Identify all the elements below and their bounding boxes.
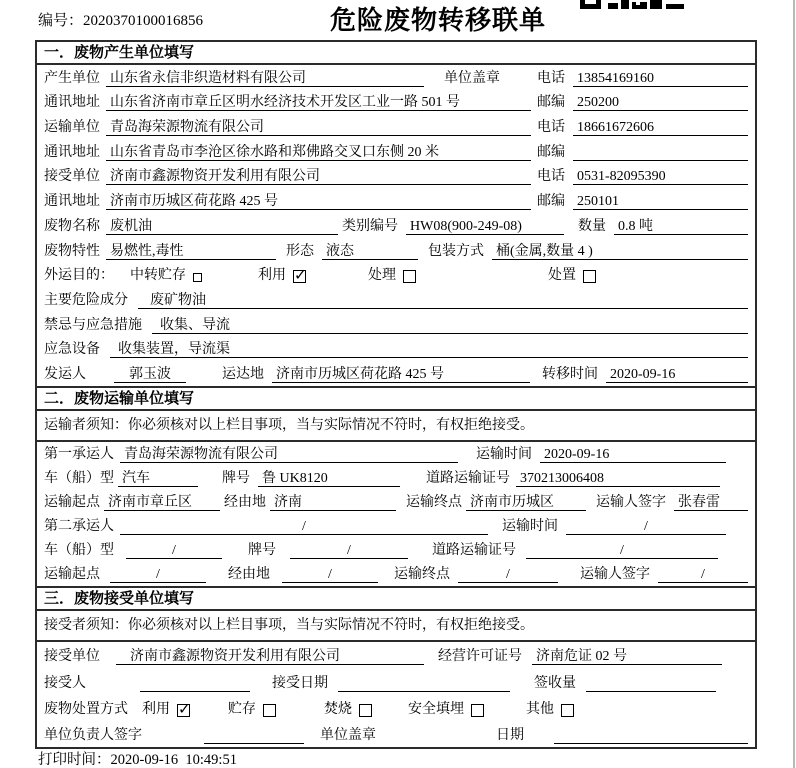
disposal-incinerate-checkbox [359,704,372,717]
transporter-zip-value [573,144,748,161]
purpose-storage-label: 中转贮存 [130,268,186,284]
purpose-storage-checkbox [193,273,202,282]
received-qty-label: 签收量 [534,675,576,691]
producer-phone-label: 电话 [537,70,565,86]
first-carrier-row [37,442,755,466]
responsible-sign-value [204,727,304,744]
road-permit-value-1: 370213006408 [516,470,720,487]
producer-phone-value: 13854169160 [573,70,748,87]
producer-zip-label: 邮编 [537,95,565,111]
producer-address-row [37,90,755,115]
responsible-sign-label: 单位负责人签字 [44,728,142,744]
producer-unit-row [37,65,755,90]
vehicle-row-2 [37,538,755,562]
license-label: 经营许可证号 [438,649,522,665]
sign-date-value [554,727,748,744]
accept-date-label: 接受日期 [272,675,328,691]
transporter-zip-label: 邮编 [537,144,565,160]
receiver-notice: 接受者须知：你必须核对以上栏目事项，当与实际情况不符时，有权拒绝接受。 [37,611,755,642]
emergency-equipment-row [37,337,755,362]
purpose-utilize-label: 利用 [258,268,286,284]
receiver-address-value: 济南市历城区荷花路 425 号 [106,193,531,210]
transfer-time-value: 2020-09-16 [606,366,748,383]
producer-unit-label: 产生单位 [44,70,100,86]
vehicle-type-value-1: 汽车 [118,470,198,487]
waste-name-row [37,213,755,238]
transporter-address-row [37,139,755,164]
destination-value: 济南市历城区荷花路 425 号 [272,366,530,383]
plate-value-2: / [290,542,408,559]
transporter-unit-value: 青岛海荣源物流有限公司 [106,119,531,136]
transporter-notice: 运输者须知：你必须核对以上栏目事项，当与实际情况不符时，有权拒绝接受。 [37,411,755,442]
producer-address-label: 通讯地址 [44,95,100,111]
hazard-component-label: 主要危险成分 [44,292,128,308]
print-time-value: 2020-09-16 10:49:51 [110,752,237,768]
route-via-label-1: 经由地 [224,494,266,510]
receiver-phone-label: 电话 [537,169,565,185]
emergency-equipment-label: 应急设备 [44,342,100,358]
waste-qty-label: 数量 [578,218,606,234]
emergency-measures-row [37,312,755,337]
accept-unit-label: 接受单位 [44,649,100,665]
section-producer [37,42,755,386]
emergency-measures-label: 禁忌与应急措施 [44,317,142,333]
disposal-landfill-checkbox [471,704,484,717]
waste-name-label: 废物名称 [44,218,100,234]
disposal-other-checkbox [561,704,574,717]
producer-unit-value: 山东省永信非织造材料有限公司 [106,70,424,87]
print-time-line [38,748,237,768]
second-carrier-value: / [120,518,488,535]
route-start-label-2: 运输起点 [44,566,100,582]
page-edge-divider [793,0,795,768]
transporter-unit-row [37,114,755,139]
acceptor-row [37,668,755,694]
packing-label: 包装方式 [428,243,484,259]
acceptor-value [140,675,250,692]
license-value: 济南危证 02 号 [532,648,722,665]
receiver-unit-value: 济南市鑫源物资开发利用有限公司 [106,168,531,185]
transfer-time-label: 转移时间 [542,366,598,382]
waste-character-row [37,238,755,263]
carrier-sign-label-1: 运输人签字 [596,494,666,510]
section-receive [37,586,755,747]
emergency-equipment-value: 收集装置，导流渠 [110,341,748,358]
transport-time-value-2: / [566,518,726,535]
dispatcher-label: 发运人 [44,366,86,382]
carrier-sign-label-2: 运输人签字 [580,566,650,582]
qr-code-fragment-icon [580,0,684,9]
route-via-value-2: / [282,566,378,583]
route-via-value-1: 济南 [270,494,396,511]
route-start-value-1: 济南市章丘区 [104,494,220,511]
route-via-label-2: 经由地 [228,566,270,582]
transporter-phone-label: 电话 [537,120,565,136]
plate-label-2: 牌号 [248,542,276,558]
disposal-store-label: 贮存 [228,701,256,717]
route-start-value-2: / [110,566,206,583]
section-transport [37,386,755,586]
carrier-sign-value-1: 张春雷 [674,494,748,511]
transport-time-label-2: 运输时间 [502,518,558,534]
first-carrier-label: 第一承运人 [44,446,114,462]
waste-name-value: 废机油 [106,218,338,235]
receiver-zip-value: 250101 [573,193,748,210]
waste-qty-value: 0.8 吨 [614,218,748,235]
transport-time-label-1: 运输时间 [476,446,532,462]
purpose-treat-checkbox [403,270,416,283]
disposal-incinerate-label: 焚烧 [324,701,352,717]
waste-character-label: 废物特性 [44,243,100,259]
disposal-store-checkbox [263,704,276,717]
purpose-dispose-label: 处置 [548,268,576,284]
accept-unit-value: 济南市鑫源物资开发利用有限公司 [116,648,424,665]
page-title: 危险废物转移联单 [330,5,547,35]
route-end-value-2: / [458,566,558,583]
plate-label-1: 牌号 [222,470,250,486]
road-permit-label-1: 道路运输证号 [426,470,510,486]
section-producer-title: 一．废物产生单位填写 [37,42,755,65]
receiver-zip-label: 邮编 [537,194,565,210]
second-carrier-row [37,514,755,538]
vehicle-type-value-2: / [126,542,222,559]
print-time-label: 打印时间： [38,752,111,768]
first-carrier-value: 青岛海荣源物流有限公司 [120,446,458,463]
disposal-utilize-label: 利用 [142,701,170,717]
unit-seal-label: 单位盖章 [444,70,500,86]
receiver-unit-row [37,164,755,189]
received-qty-value [586,675,716,692]
section-transport-title: 二．废物运输单位填写 [37,388,755,411]
hazard-component-row [37,287,755,312]
unit-seal-label-2: 单位盖章 [320,728,376,744]
transporter-address-label: 通讯地址 [44,144,100,160]
serial-number: 2020370100016856 [83,13,204,29]
producer-address-value: 山东省济南市章丘区明水经济技术开发区工业一路 501 号 [106,94,531,111]
route-row-1 [37,490,755,514]
manifest-form [35,40,757,749]
purpose-treat-label: 处理 [368,268,396,284]
receiver-address-label: 通讯地址 [44,194,100,210]
plate-value-1: 鲁 UK8120 [258,470,400,487]
destination-label: 运达地 [222,366,264,382]
section-receive-title: 三．废物接受单位填写 [37,588,755,611]
transfer-purpose-label: 外运目的： [44,268,114,284]
receiver-address-row [37,188,755,213]
route-start-label-1: 运输起点 [44,494,100,510]
producer-zip-value: 250200 [573,94,748,111]
hazard-component-value: 废矿物油 [138,292,748,309]
waste-character-value: 易燃性,毒性 [106,243,276,260]
transporter-address-value: 山东省青岛市李沧区徐水路和郑佛路交叉口东侧 20 米 [106,144,531,161]
disposal-other-label: 其他 [526,701,554,717]
sign-date-label: 日期 [496,728,524,744]
transport-time-value-1: 2020-09-16 [540,446,726,463]
receiver-phone-value: 0531-82095390 [573,168,748,185]
route-end-label-2: 运输终点 [394,566,450,582]
serial-number-line [38,9,203,30]
waste-code-label: 类别编号 [342,218,398,234]
disposal-method-label: 废物处置方式 [44,701,128,717]
purpose-utilize-checkbox [293,270,306,283]
disposal-landfill-label: 安全填埋 [408,701,464,717]
transfer-purpose-row [37,263,755,288]
disposal-method-row [37,695,755,721]
transporter-phone-value: 18661672606 [573,119,748,136]
transporter-unit-label: 运输单位 [44,120,100,136]
carrier-sign-value-2: / [658,566,748,583]
accept-unit-row [37,642,755,668]
route-end-label-1: 运输终点 [406,494,462,510]
waste-code-value: HW08(900-249-08) [406,218,564,235]
purpose-dispose-checkbox [583,270,596,283]
road-permit-label-2: 道路运输证号 [432,542,516,558]
second-carrier-label: 第二承运人 [44,518,114,534]
accept-date-value [338,675,510,692]
acceptor-label: 接受人 [44,675,86,691]
disposal-utilize-checkbox [177,704,190,717]
emergency-measures-value: 收集、导流 [152,317,748,334]
packing-value: 桶(金属,数量 4 ) [492,243,748,260]
waste-form-value: 液态 [322,243,418,260]
route-row-2 [37,562,755,586]
responsible-sign-row [37,721,755,747]
vehicle-type-label-1: 车（船）型 [44,470,114,486]
dispatcher-value: 郭玉波 [114,366,186,383]
serial-label: 编号： [38,13,84,29]
vehicle-type-label-2: 车（船）型 [44,542,114,558]
vehicle-row-1 [37,466,755,490]
receiver-unit-label: 接受单位 [44,169,100,185]
road-permit-value-2: / [526,542,718,559]
waste-form-label: 形态 [286,243,314,259]
route-end-value-1: 济南市历城区 [466,494,586,511]
dispatcher-row [37,361,755,386]
